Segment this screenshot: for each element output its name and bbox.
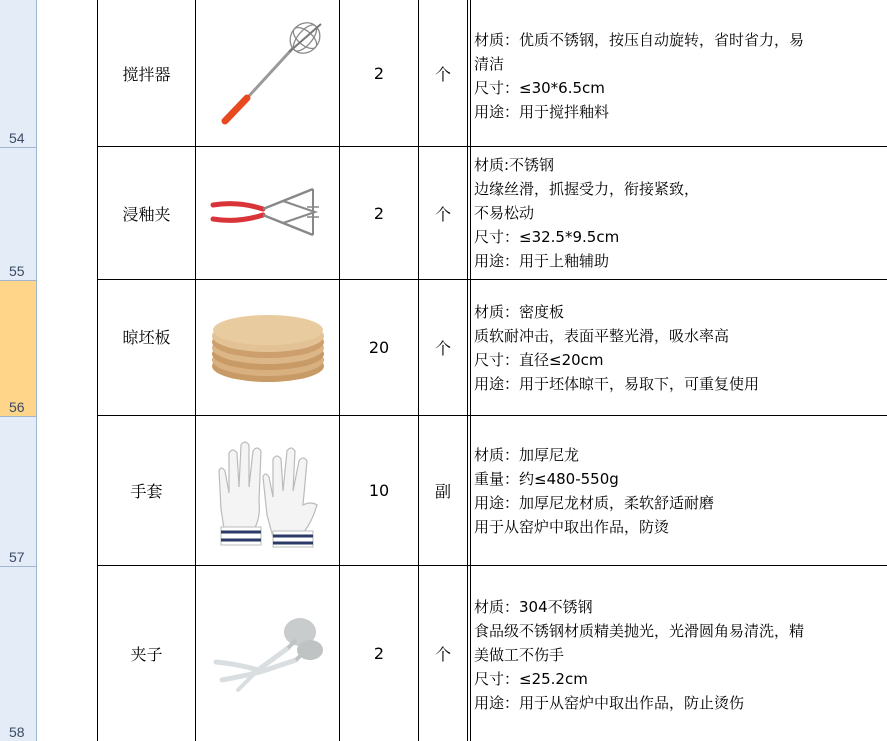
item-image-cell[interactable] [196, 280, 339, 415]
row-number: 57 [9, 549, 25, 565]
description-line: 材质：304不锈钢 [474, 598, 593, 616]
whisk-mixer-image [203, 18, 333, 128]
description-line: 材质：密度板 [474, 303, 565, 321]
quantity-cell[interactable] [340, 416, 418, 565]
row-header-55[interactable] [0, 147, 37, 280]
row-divider [0, 566, 37, 567]
row-number: 55 [9, 263, 25, 279]
gloves-image [213, 431, 323, 551]
row-header-54[interactable] [0, 0, 37, 147]
description-cell[interactable] [474, 28, 804, 124]
description-line: 用途：用于坯体晾干，易取下，可重复使用 [474, 375, 760, 393]
description-line: 尺寸：≤32.5*9.5cm [474, 228, 620, 246]
item-image-cell[interactable] [196, 416, 339, 565]
description-cell[interactable] [474, 153, 699, 273]
item-name: 搅拌器 [122, 64, 171, 84]
unit: 个 [434, 64, 451, 84]
row-divider [0, 416, 37, 417]
item-name: 夹子 [130, 645, 163, 664]
row-number: 58 [9, 724, 25, 740]
quantity-cell[interactable] [340, 0, 418, 146]
description-line: 重量：约≤480-550g [474, 470, 619, 488]
description-line: 美做工不伤手 [474, 646, 565, 664]
description-line: 用途：用于上釉辅助 [474, 252, 610, 270]
unit: 副 [434, 482, 451, 501]
description-line: 用途：用于从窑炉中取出作品，防止烫伤 [474, 694, 745, 712]
row-divider [0, 147, 37, 148]
quantity: 2 [373, 644, 385, 663]
unit: 个 [434, 204, 451, 224]
quantity-cell[interactable] [340, 566, 418, 741]
item-name-cell[interactable] [98, 566, 195, 741]
quantity-cell[interactable] [340, 147, 418, 279]
description-cell[interactable] [474, 595, 804, 715]
description-line: 用途：用于搅拌釉料 [474, 103, 610, 121]
unit-cell[interactable] [419, 147, 467, 279]
item-name-cell[interactable] [98, 416, 195, 565]
description-line: 尺寸：≤25.2cm [474, 670, 588, 688]
item-name-cell[interactable] [98, 280, 195, 392]
grid-line [467, 0, 468, 741]
unit: 个 [434, 645, 451, 664]
item-name: 浸釉夹 [122, 204, 171, 224]
quantity: 2 [373, 63, 385, 83]
description-line: 材质:不锈钢 [474, 156, 555, 174]
unit-cell[interactable] [419, 0, 467, 146]
row-number: 54 [9, 130, 25, 146]
description-cell[interactable] [474, 443, 714, 539]
unit-cell[interactable] [419, 416, 467, 565]
grid-line [470, 0, 471, 741]
row-number: 56 [9, 399, 25, 415]
quantity: 20 [368, 338, 390, 357]
item-name: 晾坯板 [122, 327, 171, 347]
row-header-57[interactable] [0, 416, 37, 566]
row-divider [0, 280, 37, 281]
item-name-cell[interactable] [98, 147, 195, 279]
description-line: 质软耐冲击，表面平整光滑，吸水率高 [474, 327, 730, 345]
kiln-tongs-image [208, 604, 328, 704]
glaze-tongs-image [203, 183, 333, 243]
item-image-cell[interactable] [196, 147, 339, 279]
item-image-cell[interactable] [196, 566, 339, 741]
description-line: 不易松动 [474, 204, 535, 222]
description-line: 尺寸：直径≤20cm [474, 351, 604, 369]
description-line: 材质：优质不锈钢，按压自动旋转，省时省力，易 [474, 31, 805, 49]
quantity: 2 [373, 203, 385, 223]
row-header-56[interactable] [0, 280, 37, 416]
drying-boards-image [208, 308, 328, 388]
description-line: 材质：加厚尼龙 [474, 446, 580, 464]
item-name: 手套 [130, 482, 163, 501]
description-line: 清洁 [474, 55, 505, 73]
unit-cell[interactable] [419, 280, 467, 415]
quantity: 10 [368, 481, 390, 500]
row-header-58[interactable] [0, 566, 37, 741]
description-line: 边缘丝滑，抓握受力，衔接紧致， [474, 180, 700, 198]
description-line: 尺寸：≤30*6.5cm [474, 79, 605, 97]
description-line: 食品级不锈钢材质精美抛光，光滑圆角易清洗，精 [474, 622, 805, 640]
unit-cell[interactable] [419, 566, 467, 741]
item-name-cell[interactable] [98, 0, 195, 146]
item-image-cell[interactable] [196, 0, 339, 146]
description-cell[interactable] [474, 300, 759, 396]
description-line: 用于从窑炉中取出作品，防烫 [474, 518, 670, 536]
unit: 个 [434, 339, 451, 358]
quantity-cell[interactable] [340, 280, 418, 415]
description-line: 用途：加厚尼龙材质，柔软舒适耐磨 [474, 494, 715, 512]
